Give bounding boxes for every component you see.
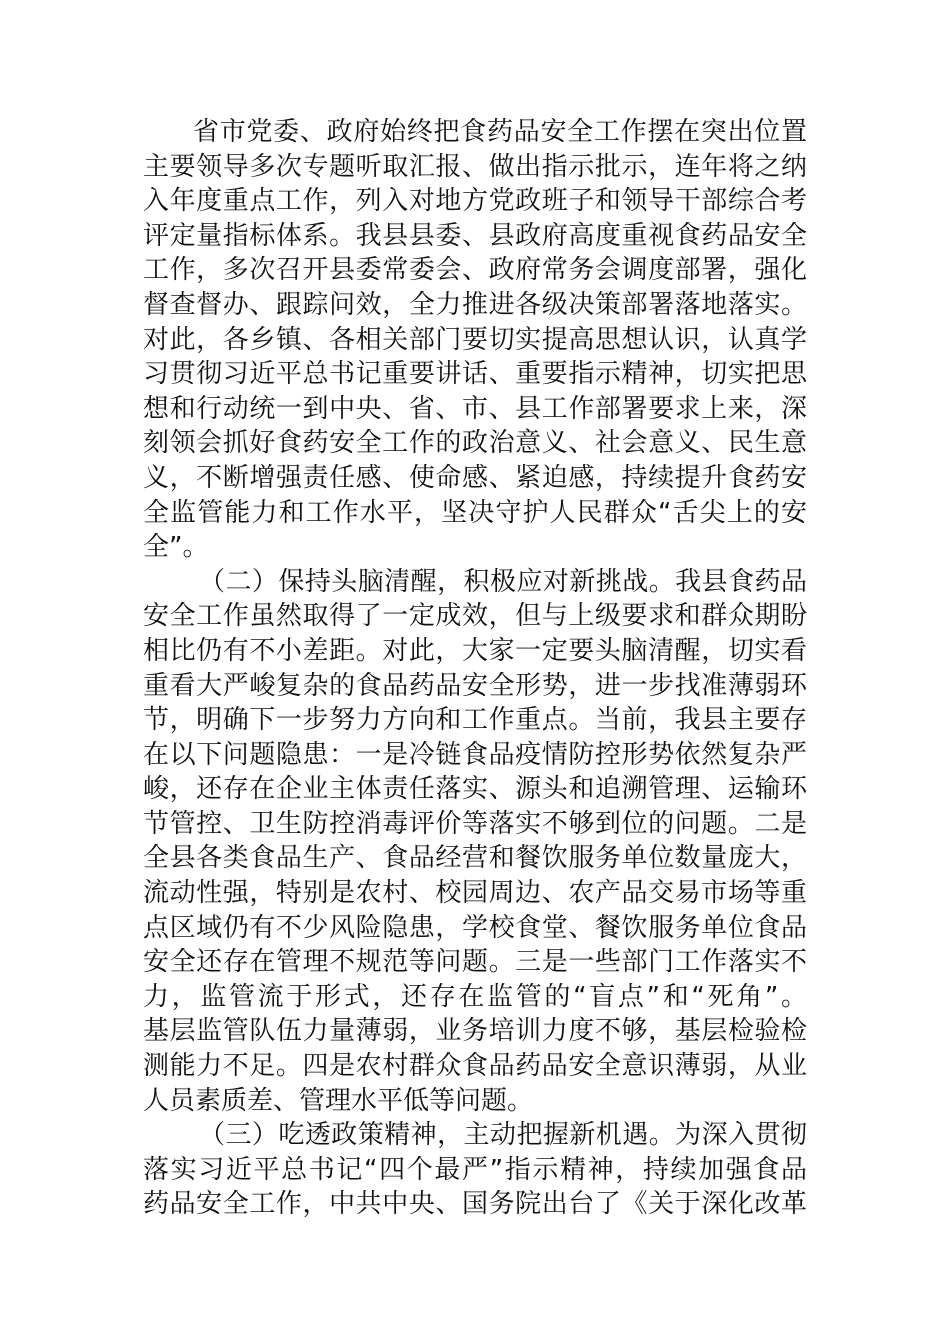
text-line: 习贯彻习近平总书记重要讲话、重要指示精神，切实把思 [143, 359, 807, 390]
text-line: 节，明确下一步努力方向和工作重点。当前，我县主要存 [143, 705, 807, 736]
text-line: 刻领会抓好食药安全工作的政治意义、社会意义、民生意 [143, 428, 807, 459]
text-line: 安全还存在管理不规范等问题。三是一些部门工作落实不 [143, 947, 807, 978]
text-line-last: 全”。 [143, 532, 209, 563]
text-line: 对此，各乡镇、各相关部门要切实提高思想认识，认真学 [143, 324, 807, 355]
text-line: 省市党委、政府始终把食药品安全工作摆在突出位置 [193, 117, 807, 147]
text-line: （二）保持头脑清醒，积极应对新挑战。我县食药品 [199, 566, 807, 597]
paragraph-2 [143, 565, 807, 1119]
text-line: 工作，多次召开县委常委会、政府常务会调度部署，强化 [143, 255, 807, 286]
paragraph-3 [143, 1118, 807, 1222]
text-line: 力，监管流于形式，还存在监管的“盲点”和“死角”。 [143, 981, 807, 1012]
text-line: 督查督办、跟踪问效，全力推进各级决策部署落地落实。 [143, 289, 807, 320]
text-line: 入年度重点工作，列入对地方党政班子和领导干部综合考 [143, 186, 807, 217]
text-line: 安全工作虽然取得了一定成效，但与上级要求和群众期盼 [143, 601, 807, 632]
text-line: 点区域仍有不少风险隐患，学校食堂、餐饮服务单位食品 [143, 912, 807, 943]
text-line: 峻，还存在企业主体责任落实、源头和追溯管理、运输环 [143, 774, 807, 805]
text-line: 全县各类食品生产、食品经营和餐饮服务单位数量庞大， [143, 843, 807, 874]
text-line: 落实习近平总书记“四个最严”指示精神，持续加强食品 [143, 1154, 807, 1185]
text-line: 义，不断增强责任感、使命感、紧迫感，持续提升食药安 [143, 462, 807, 493]
text-line: 基层监管队伍力量薄弱，业务培训力度不够，基层检验检 [143, 1016, 807, 1047]
text-line: 主要领导多次专题听取汇报、做出指示批示，连年将之纳 [143, 151, 807, 182]
text-line-last: 人员素质差、管理水平低等问题。 [143, 1085, 534, 1116]
paragraph-1 [143, 115, 807, 565]
text-line: 全监管能力和工作水平，坚决守护人民群众“舌尖上的安 [143, 497, 807, 528]
text-line: 在以下问题隐患：一是冷链食品疫情防控形势依然复杂严 [143, 739, 807, 770]
text-line: （三）吃透政策精神，主动把握新机遇。为深入贯彻 [199, 1120, 807, 1151]
text-line: 评定量指标体系。我县县委、县政府高度重视食药品安全 [143, 220, 807, 251]
text-line: 测能力不足。四是农村群众食品药品安全意识薄弱，从业 [143, 1051, 807, 1082]
text-line: 想和行动统一到中央、省、市、县工作部署要求上来，深 [143, 393, 807, 424]
text-line: 药品安全工作，中共中央、国务院出台了《关于深化改革 [143, 1189, 807, 1220]
text-line: 节管控、卫生防控消毒评价等落实不够到位的问题。二是 [143, 808, 807, 839]
document-page [143, 115, 807, 1222]
text-line: 流动性强，特别是农村、校园周边、农产品交易市场等重 [143, 878, 807, 909]
text-line: 相比仍有不小差距。对此，大家一定要头脑清醒，切实看 [143, 635, 807, 666]
text-line: 重看大严峻复杂的食品药品安全形势，进一步找准薄弱环 [143, 670, 807, 701]
